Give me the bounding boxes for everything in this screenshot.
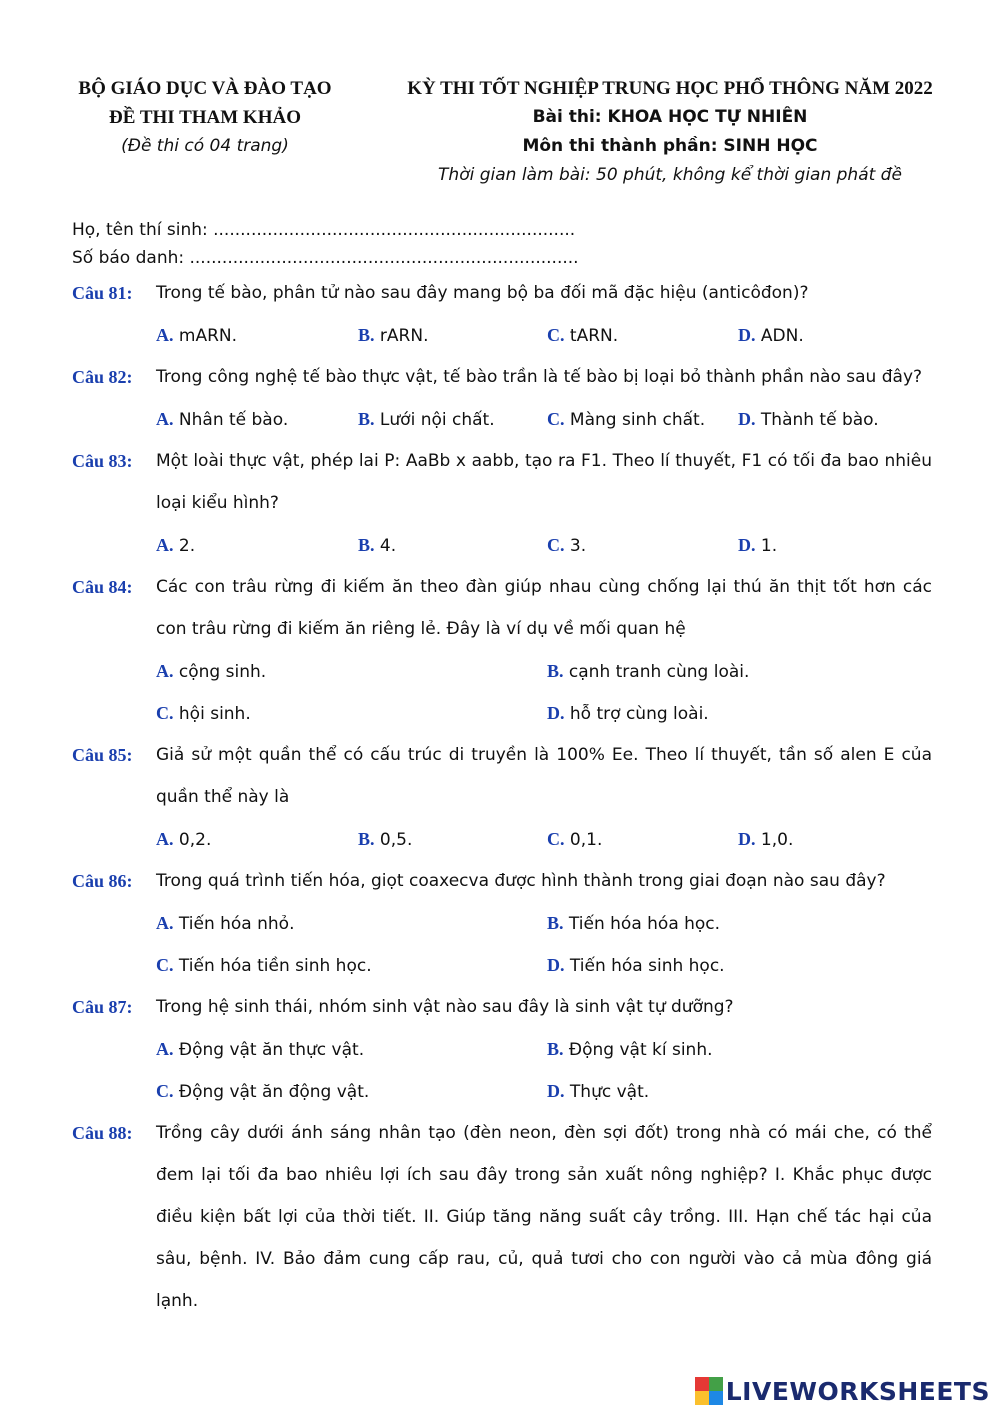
liveworksheets-text: LIVEWORKSHEETS <box>725 1376 990 1406</box>
question-81 <box>72 272 932 356</box>
options-row <box>156 692 932 734</box>
option-d[interactable]: D. Thành tế bào. <box>738 409 879 430</box>
exam-component: Môn thi thành phần: SINH HỌC <box>522 136 818 156</box>
option-c[interactable]: C. Màng sinh chất. <box>547 409 706 430</box>
option-c[interactable]: C. Tiến hóa tiền sinh học. <box>156 955 372 976</box>
option-a[interactable]: A. 2. <box>156 535 196 556</box>
question-86 <box>72 860 932 986</box>
option-c[interactable]: C. tARN. <box>547 325 619 346</box>
question-label: Câu 85: <box>72 745 133 765</box>
exam-subject: Bài thi: KHOA HỌC TỰ NHIÊN <box>532 107 808 127</box>
exam-content <box>72 216 932 1322</box>
question-85 <box>72 734 932 860</box>
option-b[interactable]: B. 4. <box>358 535 397 556</box>
option-d[interactable]: D. Tiến hóa sinh học. <box>547 955 725 976</box>
question-82 <box>72 356 932 440</box>
option-b[interactable]: B. rARN. <box>358 325 429 346</box>
option-c[interactable]: C. Động vật ăn động vật. <box>156 1081 370 1102</box>
option-d[interactable]: D. Thực vật. <box>547 1081 650 1102</box>
question-text: Các con trâu rừng đi kiếm ăn theo đàn giúp nhau cùng chống lại thú ăn thịt tốt hơn các con trâu rừng đi kiếm ăn riêng lẻ. Đây là ví dụ về mối quan hệ <box>156 577 932 639</box>
logo-square-yellow <box>695 1391 709 1405</box>
option-b[interactable]: B. Lưới nội chất. <box>358 409 495 430</box>
exam-type: ĐỀ THI THAM KHẢO <box>109 107 301 128</box>
logo-square-blue <box>709 1391 723 1405</box>
options-row <box>156 524 932 566</box>
question-text: Trong tế bào, phân tử nào sau đây mang bộ ba đối mã đặc hiệu (anticôđon)? <box>156 283 809 303</box>
option-c[interactable]: C. hội sinh. <box>156 703 251 724</box>
option-b[interactable]: B. 0,5. <box>358 829 413 850</box>
exam-title: KỲ THI TỐT NGHIỆP TRUNG HỌC PHỔ THÔNG NĂM 2022 <box>407 78 933 99</box>
options-row <box>156 1028 932 1070</box>
exam-time: Thời gian làm bài: 50 phút, không kể thời gian phát đề <box>438 165 902 185</box>
candidate-name-field[interactable]: Họ, tên thí sinh: ................................................................... <box>72 220 576 240</box>
liveworksheets-icon <box>695 1377 723 1405</box>
question-text: Trong công nghệ tế bào thực vật, tế bào trần là tế bào bị loại bỏ thành phần nào sau đây? <box>156 367 923 387</box>
option-b[interactable]: B. Tiến hóa hóa học. <box>547 913 721 934</box>
options-row <box>156 1070 932 1112</box>
option-a[interactable]: A. Tiến hóa nhỏ. <box>156 913 295 934</box>
options-row <box>156 818 932 860</box>
question-label: Câu 86: <box>72 871 133 891</box>
question-label: Câu 84: <box>72 577 133 597</box>
option-c[interactable]: C. 0,1. <box>547 829 603 850</box>
question-label: Câu 83: <box>72 451 133 471</box>
liveworksheets-logo[interactable] <box>695 1373 990 1409</box>
question-label: Câu 82: <box>72 367 133 387</box>
option-c[interactable]: C. 3. <box>547 535 587 556</box>
question-text: Trong hệ sinh thái, nhóm sinh vật nào sau đây là sinh vật tự dưỡng? <box>156 997 734 1017</box>
option-d[interactable]: D. 1. <box>738 535 778 556</box>
question-83 <box>72 440 932 566</box>
question-84 <box>72 566 932 734</box>
option-b[interactable]: B. cạnh tranh cùng loài. <box>547 661 750 682</box>
question-text: Một loài thực vật, phép lai P: AaBb x aabb, tạo ra F1. Theo lí thuyết, F1 có tối đa bao nhiêu loại kiểu hình? <box>156 451 932 513</box>
option-b[interactable]: B. Động vật kí sinh. <box>547 1039 713 1060</box>
question-text: Trồng cây dưới ánh sáng nhân tạo (đèn neon, đèn sợi đốt) trong nhà có mái che, có thể đem lại tối đa bao nhiêu lợi ích sau đây trong sản xuất nông nghiệp? I. Khắc phục được điều kiện bất lợi của thời tiết. II. Giúp tăng năng suất cây trồng. III. Hạn chế tác hại của sâu, bệnh. IV. Bảo đảm cung cấp rau, củ, quả tươi cho con người vào cả mùa đông giá lạnh. <box>156 1123 932 1311</box>
option-d[interactable]: D. ADN. <box>738 325 804 346</box>
question-text: Trong quá trình tiến hóa, giọt coaxecva được hình thành trong giai đoạn nào sau đây? <box>156 871 886 891</box>
option-a[interactable]: A. mARN. <box>156 325 238 346</box>
page-count: (Đề thi có 04 trang) <box>121 136 289 156</box>
question-label: Câu 81: <box>72 283 133 303</box>
question-87 <box>72 986 932 1112</box>
exam-info-block <box>360 74 980 190</box>
option-a[interactable]: A. Nhân tế bào. <box>156 409 289 430</box>
options-row <box>156 314 932 356</box>
logo-square-red <box>695 1377 709 1391</box>
candidate-id-field[interactable]: Số báo danh: ........................................................................ <box>72 248 579 268</box>
option-d[interactable]: D. hỗ trợ cùng loài. <box>547 703 709 724</box>
options-row <box>156 902 932 944</box>
logo-square-green <box>709 1377 723 1391</box>
question-label: Câu 87: <box>72 997 133 1017</box>
ministry-name: BỘ GIÁO DỤC VÀ ĐÀO TẠO <box>78 78 332 99</box>
option-a[interactable]: A. Động vật ăn thực vật. <box>156 1039 365 1060</box>
option-a[interactable]: A. 0,2. <box>156 829 212 850</box>
options-row <box>156 398 932 440</box>
question-label: Câu 88: <box>72 1123 133 1143</box>
options-row <box>156 650 932 692</box>
options-row <box>156 944 932 986</box>
option-a[interactable]: A. cộng sinh. <box>156 661 267 682</box>
question-88 <box>72 1112 932 1322</box>
ministry-block <box>60 74 350 161</box>
question-text: Giả sử một quần thể có cấu trúc di truyền là 100% Ee. Theo lí thuyết, tần số alen E của quần thể này là <box>156 745 932 807</box>
option-d[interactable]: D. 1,0. <box>738 829 794 850</box>
